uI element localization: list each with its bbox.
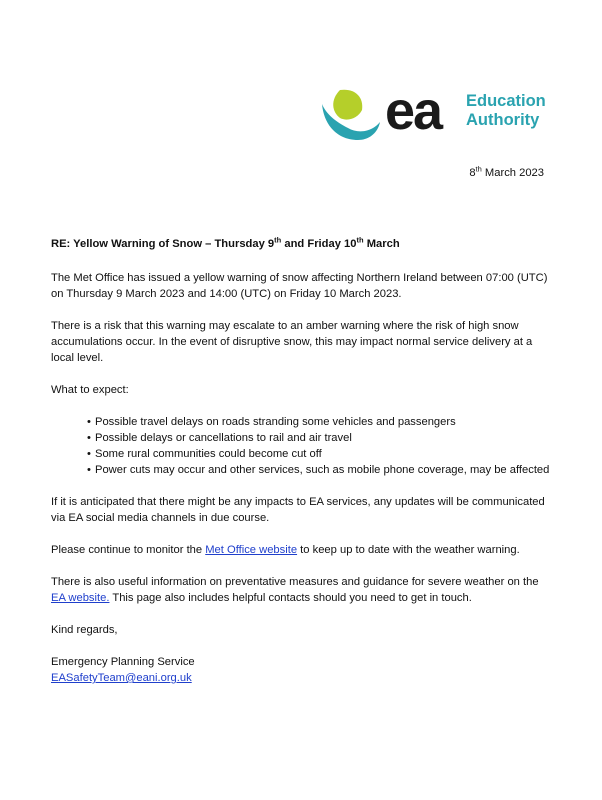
list-item-text: Power cuts may occur and other services, such as mobile phone coverage, may be affected [95,464,550,476]
ea-leaf-icon [320,82,384,144]
bullet: • [87,448,91,460]
closing-regards: Kind regards, [51,624,118,636]
text-span: There is also useful information on preventative measures and guidance for severe weather on the [51,576,539,588]
subject-line [51,236,551,252]
text-span: Please continue to monitor the [51,544,206,556]
logo-name-line2: Authority [466,111,540,129]
education-authority-logo [320,82,550,144]
letter-date [469,165,544,181]
paragraph-guidance [51,574,551,606]
logo-name-line1: Education [466,92,546,110]
text-span: This page also includes helpful contacts should you need to get in touch. [109,592,472,604]
paragraph-what-to-expect: What to expect: [51,384,129,396]
expect-list [51,414,551,478]
date-suffix: th [475,164,482,174]
date-day: 8 [469,167,476,179]
bullet: • [87,464,91,476]
list-item-text: Possible delays or cancellations to rail and air travel [95,432,352,444]
list-item [87,430,551,446]
subject-part: March [363,238,400,250]
date-rest: March 2023 [481,167,544,179]
safety-team-email-link[interactable]: EASafetyTeam@eani.org.uk [51,672,192,684]
paragraph-monitor [51,542,551,558]
paragraph-escalation-risk: There is a risk that this warning may escalate to an amber warning where the risk of high snow accumulations occur. In the event of disruptive snow, this may impact normal service delivery at a local level. [51,320,533,364]
paragraph-updates: If it is anticipated that there might be any impacts to EA services, any updates will be communicated via EA social media channels in due course. [51,496,545,524]
list-item [87,414,551,430]
logo-ea-mark: ea [385,81,442,141]
bullet: • [87,432,91,444]
list-item [87,462,551,478]
bullet: • [87,416,91,428]
subject-part: and Friday 10 [281,238,357,250]
met-office-website-link[interactable]: Met Office website [205,544,298,556]
list-item [87,446,551,462]
list-item-text: Some rural communities could become cut off [95,448,322,460]
text-span: to keep up to date with the weather warning. [297,544,520,556]
list-item-text: Possible travel delays on roads stranding some vehicles and passengers [95,416,456,428]
letter-body [51,236,551,686]
ea-website-link[interactable]: EA website. [51,592,110,604]
subject-sup: th [274,235,282,245]
sender-name: Emergency Planning Service [51,656,195,668]
subject-part: RE: Yellow Warning of Snow – Thursday 9 [51,238,275,250]
paragraph-warning-issued: The Met Office has issued a yellow warning of snow affecting Northern Ireland between 07:00 (UTC) on Thursday 9 March 2023 and 14:00 (UTC) on Friday 10 March 2023. [51,272,548,300]
logo-name [466,92,546,130]
subject-sup: th [356,235,364,245]
